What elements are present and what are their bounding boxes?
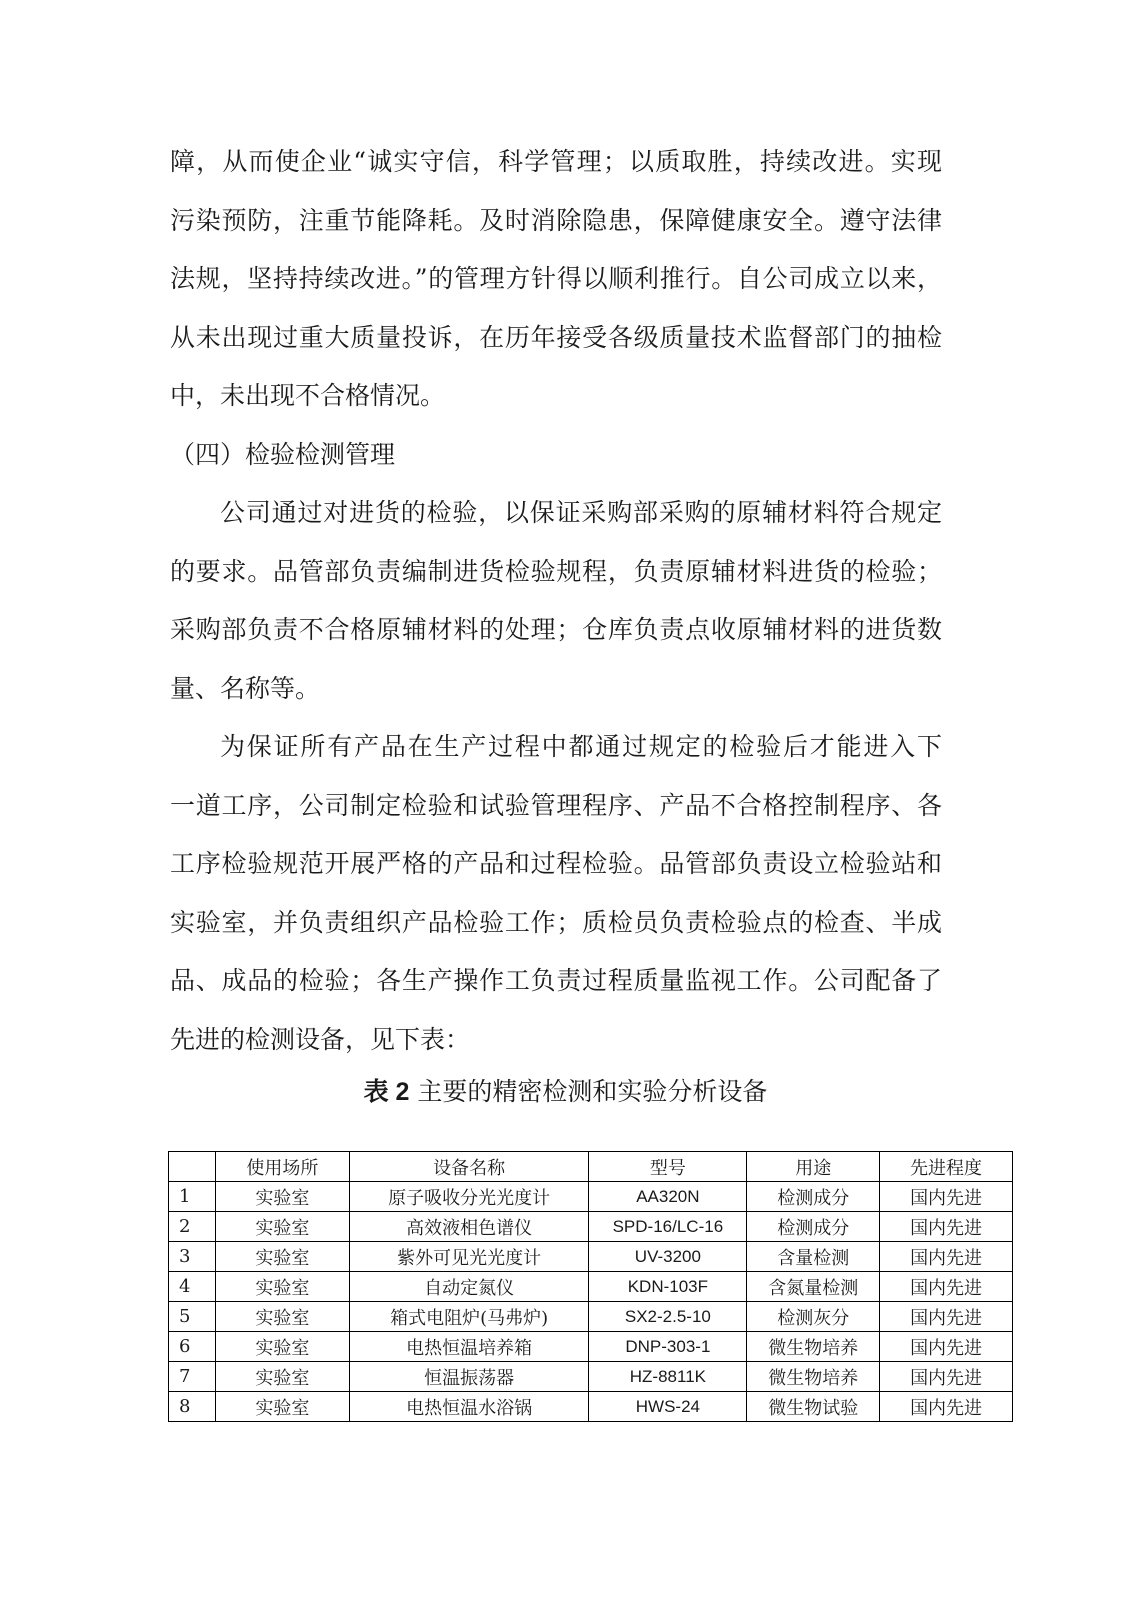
table-row <box>169 1182 1013 1212</box>
table-row <box>169 1392 1013 1422</box>
text-line: 法规，坚持持续改进。”的管理方针得以顺利推行。自公司成立以来， <box>170 264 942 293</box>
header-cell <box>169 1152 216 1182</box>
row-number: 3 <box>169 1242 216 1272</box>
purpose-cell: 检测成分 <box>747 1182 880 1212</box>
table-row <box>169 1302 1013 1332</box>
row-number: 7 <box>169 1362 216 1392</box>
header-cell: 设备名称 <box>349 1152 589 1182</box>
text-line: 从未出现过重大质量投诉，在历年接受各级质量技术监督部门的抽检 <box>170 322 942 352</box>
table-row <box>169 1332 1013 1362</box>
equipment-name-cell: 电热恒温培养箱 <box>349 1332 589 1362</box>
model-cell: KDN-103F <box>589 1272 747 1302</box>
row-number: 8 <box>169 1392 216 1422</box>
text-line: 污染预防，注重节能降耗。及时消除隐患，保障健康安全。遵守法律 <box>170 205 942 235</box>
level-cell: 国内先进 <box>880 1182 1013 1212</box>
purpose-cell: 微生物培养 <box>747 1362 880 1392</box>
location-cell: 实验室 <box>215 1212 349 1242</box>
level-cell: 国内先进 <box>880 1392 1013 1422</box>
header-cell: 型号 <box>589 1152 747 1182</box>
purpose-cell: 微生物试验 <box>747 1392 880 1422</box>
location-cell: 实验室 <box>215 1182 349 1212</box>
model-cell: DNP-303-1 <box>589 1332 747 1362</box>
level-cell: 国内先进 <box>880 1242 1013 1272</box>
location-cell: 实验室 <box>215 1242 349 1272</box>
model-cell: HWS-24 <box>589 1392 747 1422</box>
row-number: 2 <box>169 1212 216 1242</box>
equipment-name-cell: 高效液相色谱仪 <box>349 1212 589 1242</box>
table-header-row <box>169 1152 1013 1182</box>
equipment-table <box>168 1151 1013 1422</box>
purpose-cell: 检测成分 <box>747 1212 880 1242</box>
text-line: 中，未出现不合格情况。 <box>170 381 446 410</box>
row-number: 4 <box>169 1272 216 1302</box>
location-cell: 实验室 <box>215 1302 349 1332</box>
table-caption <box>0 1072 1131 1112</box>
text-line: 障，从而使企业“诚实守信，科学管理；以质取胜，持续改进。实现 <box>170 147 942 176</box>
level-cell: 国内先进 <box>880 1332 1013 1362</box>
text-line: 量、名称等。 <box>170 673 321 703</box>
model-cell: UV-3200 <box>589 1242 747 1272</box>
header-cell: 用途 <box>747 1152 880 1182</box>
equipment-name-cell: 原子吸收分光光度计 <box>349 1182 589 1212</box>
level-cell: 国内先进 <box>880 1212 1013 1242</box>
location-cell: 实验室 <box>215 1362 349 1392</box>
text-line: 的要求。品管部负责编制进货检验规程，负责原辅材料进货的检验； <box>170 556 942 586</box>
table-number: 表 2 <box>363 1078 410 1106</box>
equipment-name-cell: 恒温振荡器 <box>349 1362 589 1392</box>
header-cell: 使用场所 <box>215 1152 349 1182</box>
equipment-name-cell: 紫外可见光光度计 <box>349 1242 589 1272</box>
text-line: 品、成品的检验；各生产操作工负责过程质量监视工作。公司配备了 <box>170 966 942 995</box>
model-cell: SX2-2.5-10 <box>589 1302 747 1332</box>
location-cell: 实验室 <box>215 1272 349 1302</box>
location-cell: 实验室 <box>215 1332 349 1362</box>
model-cell: SPD-16/LC-16 <box>589 1212 747 1242</box>
equipment-name-cell: 箱式电阻炉(马弗炉) <box>349 1302 589 1332</box>
text-line: 公司通过对进货的检验，以保证采购部采购的原辅材料符合规定 <box>220 498 942 527</box>
table-title: 主要的精密检测和实验分析设备 <box>417 1077 768 1106</box>
row-number: 6 <box>169 1332 216 1362</box>
body-text <box>170 133 942 1069</box>
text-line: 采购部负责不合格原辅材料的处理；仓库负责点收原辅材料的进货数 <box>170 615 942 644</box>
equipment-name-cell: 电热恒温水浴锅 <box>349 1392 589 1422</box>
location-cell: 实验室 <box>215 1392 349 1422</box>
text-line: 先进的检测设备，见下表： <box>170 1024 471 1054</box>
text-line: 实验室，并负责组织产品检验工作；质检员负责检验点的检查、半成 <box>170 907 942 937</box>
text-line: 工序检验规范开展严格的产品和过程检验。品管部负责设立检验站和 <box>170 849 942 878</box>
text-line: 为保证所有产品在生产过程中都通过规定的检验后才能进入下 <box>220 732 942 761</box>
level-cell: 国内先进 <box>880 1302 1013 1332</box>
row-number: 1 <box>169 1182 216 1212</box>
purpose-cell: 微生物培养 <box>747 1332 880 1362</box>
table-row <box>169 1272 1013 1302</box>
level-cell: 国内先进 <box>880 1272 1013 1302</box>
equipment-name-cell: 自动定氮仪 <box>349 1272 589 1302</box>
table-row <box>169 1242 1013 1272</box>
purpose-cell: 含量检测 <box>747 1242 880 1272</box>
purpose-cell: 含氮量检测 <box>747 1272 880 1302</box>
table-row <box>169 1362 1013 1392</box>
section-heading: （四）检验检测管理 <box>170 439 396 469</box>
level-cell: 国内先进 <box>880 1362 1013 1392</box>
header-cell: 先进程度 <box>880 1152 1013 1182</box>
table-row <box>169 1212 1013 1242</box>
purpose-cell: 检测灰分 <box>747 1302 880 1332</box>
model-cell: HZ-8811K <box>589 1362 747 1392</box>
text-line: 一道工序，公司制定检验和试验管理程序、产品不合格控制程序、各 <box>170 790 942 820</box>
model-cell: AA320N <box>589 1182 747 1212</box>
row-number: 5 <box>169 1302 216 1332</box>
